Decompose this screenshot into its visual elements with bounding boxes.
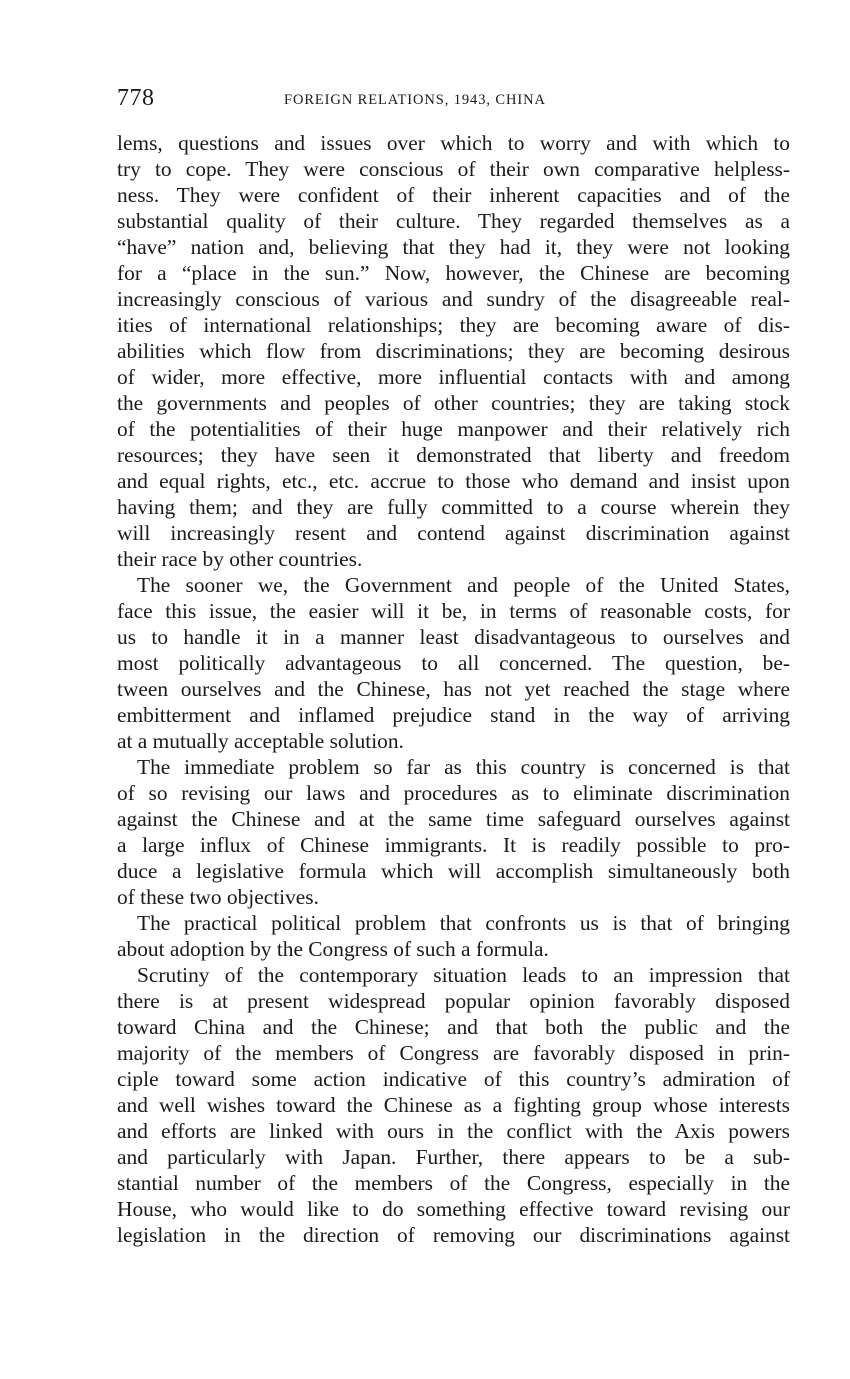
text-line: and equal rights, etc., etc. accrue to those who demand and insist upon (117, 469, 790, 493)
text-line: about adoption by the Congress of such a formula. (117, 937, 549, 961)
page-header (117, 84, 790, 114)
text-line: The practical political problem that confronts us is that of bringing (137, 911, 790, 935)
text-line: try to cope. They were conscious of their own comparative helpless- (117, 157, 790, 181)
text-line: lems, questions and issues over which to worry and with which to (117, 131, 790, 155)
text-line: resources; they have seen it demonstrated that liberty and freedom (117, 443, 790, 467)
text-line: of these two objectives. (117, 885, 319, 909)
text-line: will increasingly resent and contend against discrimination against (117, 521, 790, 545)
text-line: of the potentialities of their huge manpower and their relatively rich (117, 417, 790, 441)
text-line: their race by other countries. (117, 547, 363, 571)
text-line: substantial quality of their culture. They regarded themselves as a (117, 209, 790, 233)
running-head: FOREIGN RELATIONS, 1943, CHINA (284, 92, 546, 108)
text-line: ities of international relationships; they are becoming aware of dis- (117, 313, 790, 337)
text-line: House, who would like to do something effective toward revising our (117, 1197, 790, 1221)
text-line: ness. They were confident of their inherent capacities and of the (117, 183, 790, 207)
text-line: most politically advantageous to all concerned. The question, be- (117, 651, 790, 675)
text-line: of wider, more effective, more influential contacts with and among (117, 365, 790, 389)
paragraph (117, 130, 790, 572)
text-line: and well wishes toward the Chinese as a fighting group whose interests (117, 1093, 790, 1117)
paragraph (117, 910, 790, 962)
paragraph (117, 962, 790, 1248)
text-line: increasingly conscious of various and sundry of the disagreeable real- (117, 287, 790, 311)
text-line: at a mutually acceptable solution. (117, 729, 404, 753)
text-line: the governments and peoples of other countries; they are taking stock (117, 391, 790, 415)
text-line: having them; and they are fully committed to a course wherein they (117, 495, 790, 519)
text-line: there is at present widespread popular opinion favorably disposed (117, 989, 790, 1013)
text-line: legislation in the direction of removing our discriminations against (117, 1223, 790, 1247)
text-line: majority of the members of Congress are favorably disposed in prin- (117, 1041, 790, 1065)
text-line: a large influx of Chinese immigrants. It is readily possible to pro- (117, 833, 790, 857)
text-line: and particularly with Japan. Further, there appears to be a sub- (117, 1145, 790, 1169)
text-line: against the Chinese and at the same time safeguard ourselves against (117, 807, 790, 831)
text-line: of so revising our laws and procedures as to eliminate discrimination (117, 781, 790, 805)
text-line: ciple toward some action indicative of this country’s admiration of (117, 1067, 790, 1091)
text-line: face this issue, the easier will it be, in terms of reasonable costs, for (117, 599, 790, 623)
body-text (117, 130, 790, 1248)
text-line: The immediate problem so far as this country is concerned is that (137, 755, 790, 779)
paragraph (117, 754, 790, 910)
text-line: for a “place in the sun.” Now, however, the Chinese are becoming (117, 261, 790, 285)
page-number: 778 (117, 85, 155, 111)
text-line: stantial number of the members of the Congress, especially in the (117, 1171, 790, 1195)
text-line: embitterment and inflamed prejudice stand in the way of arriving (117, 703, 790, 727)
text-line: us to handle it in a manner least disadvantageous to ourselves and (117, 625, 790, 649)
text-line: toward China and the Chinese; and that both the public and the (117, 1015, 790, 1039)
text-line: abilities which flow from discriminations; they are becoming desirous (117, 339, 790, 363)
text-line: “have” nation and, believing that they had it, they were not looking (117, 235, 790, 259)
text-line: Scrutiny of the contemporary situation leads to an impression that (137, 963, 790, 987)
text-line: duce a legislative formula which will accomplish simultaneously both (117, 859, 790, 883)
text-line: and efforts are linked with ours in the conflict with the Axis powers (117, 1119, 790, 1143)
text-line: tween ourselves and the Chinese, has not yet reached the stage where (117, 677, 790, 701)
paragraph (117, 572, 790, 754)
text-line: The sooner we, the Government and people of the United States, (137, 573, 790, 597)
